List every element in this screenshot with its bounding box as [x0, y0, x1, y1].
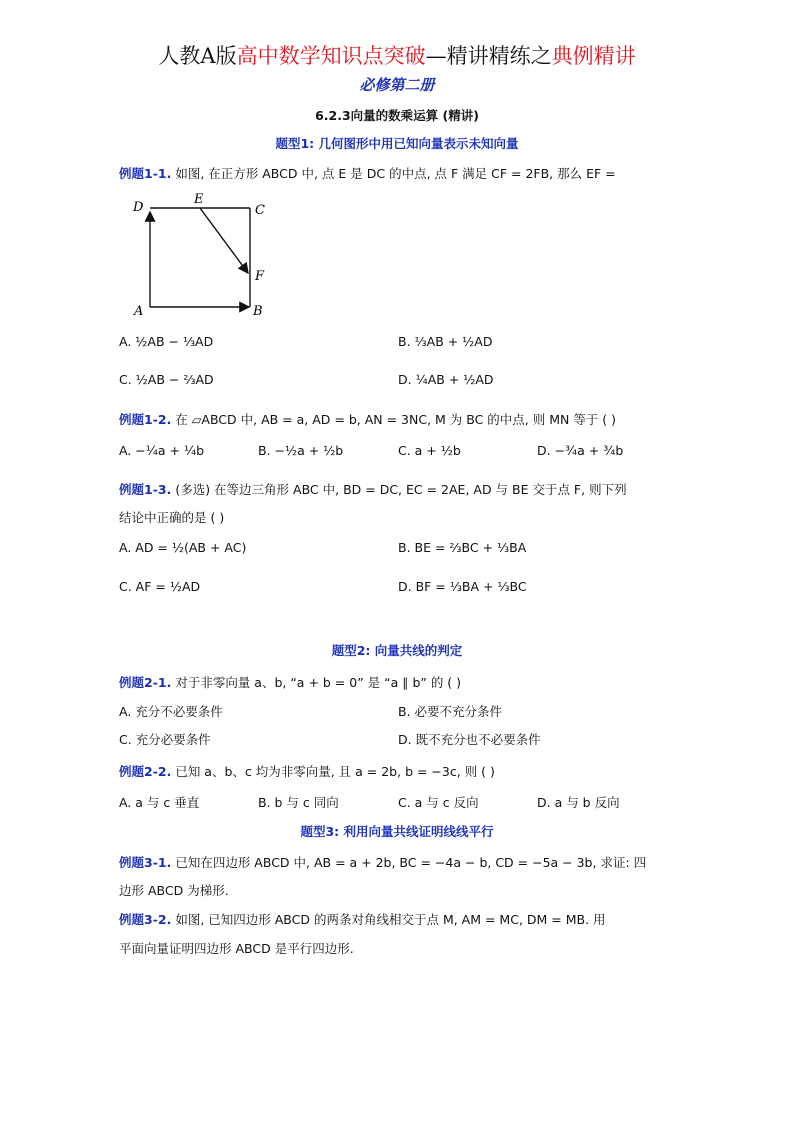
- label-b: B: [253, 304, 263, 319]
- label-a: A: [134, 304, 144, 319]
- title-part-topic: 高中数学知识点突破: [236, 44, 426, 68]
- document-subtitle: 必修第二册: [359, 76, 435, 94]
- option-c[interactable]: C. 充分必要条件: [119, 732, 211, 747]
- option-b[interactable]: B. −½a + ½b: [258, 443, 344, 458]
- option-c[interactable]: C. AF = ½AD: [119, 579, 201, 594]
- example-text: 已知在四边形 ABCD 中, AB = a + 2b, BC = −4a − b, CD = −5a − 3b, 求证: 四: [171, 855, 647, 870]
- example-3-1: [119, 853, 646, 871]
- title-part-kind: 典例精讲: [551, 44, 636, 68]
- example-3-1-continued: 边形 ABCD 为梯形.: [119, 883, 229, 898]
- example-text: 如图, 已知四边形 ABCD 的两条对角线相交于点 M, AM = MC, DM = MB. 用: [171, 912, 606, 927]
- example-1-3: [119, 480, 627, 498]
- example-text: (多选) 在等边三角形 ABC 中, BD = DC, EC = 2AE, AD 与 BE 交于点 F, 则下列: [171, 482, 627, 497]
- option-a[interactable]: A. ½AB − ⅓AD: [119, 334, 214, 349]
- example-3-2: [119, 910, 606, 928]
- option-b[interactable]: B. BE = ⅔BC + ⅓BA: [398, 540, 527, 555]
- example-text: 对于非零向量 a、b, “a + b = 0” 是 “a ∥ b” 的 ( ): [171, 675, 462, 690]
- option-d[interactable]: D. BF = ⅓BA + ⅓BC: [398, 579, 527, 594]
- label-f: F: [255, 269, 265, 284]
- section-title: 6.2.3向量的数乘运算 (精讲): [315, 108, 479, 123]
- example-label: 例题1-2.: [119, 412, 172, 427]
- option-b[interactable]: B. 必要不充分条件: [398, 704, 503, 719]
- option-b[interactable]: B. b 与 c 同向: [258, 795, 339, 810]
- option-d[interactable]: D. −¾a + ¾b: [537, 443, 624, 458]
- example-text: 如图, 在正方形 ABCD 中, 点 E 是 DC 的中点, 点 F 满足 CF = 2FB, 那么 EF =: [171, 166, 616, 181]
- label-d: D: [133, 200, 144, 215]
- example-label: 例题3-1.: [119, 855, 172, 870]
- option-a[interactable]: A. a 与 c 垂直: [119, 795, 200, 810]
- title-part-series: —精讲精练之: [425, 44, 552, 68]
- square-figure: [128, 190, 278, 320]
- option-a[interactable]: A. 充分不必要条件: [119, 704, 223, 719]
- example-2-1: [119, 673, 461, 691]
- document-title: [0, 40, 794, 70]
- example-1-1: [119, 164, 616, 182]
- option-c[interactable]: C. ½AB − ⅔AD: [119, 372, 214, 387]
- example-1-3-continued: 结论中正确的是 ( ): [119, 510, 225, 525]
- title-part-publisher: 人教A版: [158, 44, 237, 68]
- option-d[interactable]: D. a 与 b 反向: [537, 795, 620, 810]
- example-label: 例题2-2.: [119, 764, 172, 779]
- type-1-heading: 题型1: 几何图形中用已知向量表示未知向量: [275, 136, 519, 151]
- example-2-2: [119, 762, 495, 780]
- example-text: 已知 a、b、c 均为非零向量, 且 a = 2b, b = −3c, 则 ( ): [171, 764, 495, 779]
- example-text: 在 ▱ABCD 中, AB = a, AD = b, AN = 3NC, M 为 BC 的中点, 则 MN 等于 ( ): [171, 412, 617, 427]
- example-1-2: [119, 410, 616, 428]
- option-a[interactable]: A. AD = ½(AB + AC): [119, 540, 247, 555]
- option-b[interactable]: B. ⅓AB + ½AD: [398, 334, 493, 349]
- option-d[interactable]: D. ¼AB + ½AD: [398, 372, 494, 387]
- example-3-2-continued: 平面向量证明四边形 ABCD 是平行四边形.: [119, 941, 354, 956]
- example-label: 例题2-1.: [119, 675, 172, 690]
- option-c[interactable]: C. a + ½b: [398, 443, 461, 458]
- type-2-heading: 题型2: 向量共线的判定: [331, 643, 463, 658]
- type-3-heading: 题型3: 利用向量共线证明线线平行: [300, 824, 494, 839]
- option-a[interactable]: A. −¼a + ¼b: [119, 443, 204, 458]
- example-label: 例题1-3.: [119, 482, 172, 497]
- option-c[interactable]: C. a 与 c 反向: [398, 795, 479, 810]
- label-c: C: [255, 203, 265, 218]
- option-d[interactable]: D. 既不充分也不必要条件: [398, 732, 541, 747]
- example-label: 例题3-2.: [119, 912, 172, 927]
- vector-ef-line: [200, 208, 248, 273]
- label-e: E: [194, 192, 204, 207]
- example-label: 例题1-1.: [119, 166, 172, 181]
